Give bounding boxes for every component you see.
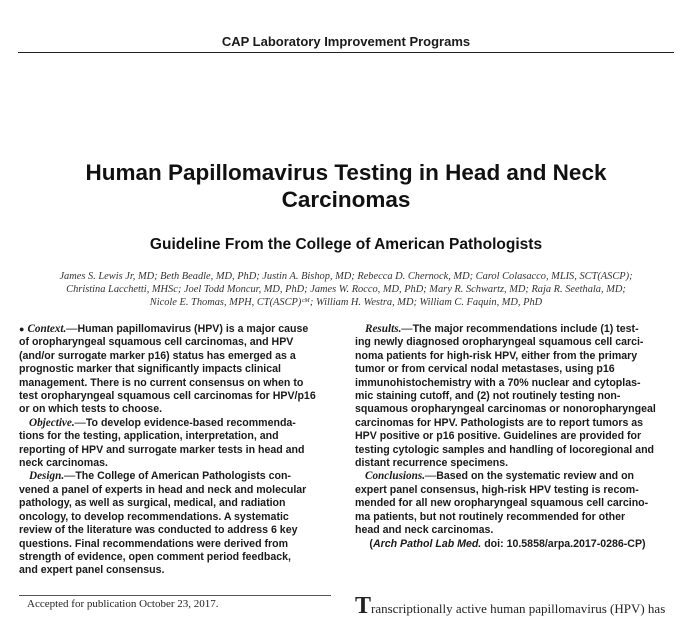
conclusions-text: Based on the systematic review and on [436, 470, 635, 483]
context-line: test oropharyngeal squamous cell carcinomas for HPV/p16 [19, 390, 316, 403]
author-line-1: James S. Lewis Jr, MD; Beth Beadle, MD, PhD; Justin A. Bishop, MD; Rebecca D. Chernock, MD; Carol Colasacco, MLIS, SCT(ASCP); [59, 271, 633, 282]
objective-line: reporting of HPV and surrogate marker tests in head and [19, 443, 305, 456]
design-line: strength of evidence, open comment period feedback, [19, 550, 291, 563]
design-line: questions. Final recommendations were derived from [19, 537, 289, 550]
body-text-first-line: ranscriptionally active human papillomavirus (HPV) has [371, 601, 666, 616]
citation [355, 538, 660, 551]
design-line [19, 470, 331, 483]
conclusions-line: expert panel consensus, high-risk HPV testing is recom- [355, 483, 639, 496]
results-line: carcinomas for HPV. Pathologists are to report tumors as [355, 416, 644, 429]
results-line: mic staining cutoff, and (2) not routinely testing non- [355, 390, 621, 403]
author-line-2: Christina Lacchetti, MHSc; Joel Todd Moncur, MD, PhD; James W. Rocco, MD, PhD; Mary R. Schwartz, MD; Raja R. Seethala, MD; [66, 284, 626, 295]
bullet-icon: ● [19, 324, 25, 334]
citation-journal: Arch Pathol Lab Med. [372, 537, 482, 550]
context-line: or on which tests to choose. [19, 403, 163, 416]
drop-cap: T [355, 593, 372, 619]
results-line: HPV positive or p16 positive. Guidelines are provided for [355, 430, 642, 443]
objective-line: neck carcinomas. [19, 457, 108, 470]
conclusions-line [355, 470, 660, 483]
footnote-divider [19, 595, 331, 596]
article-subtitle: Guideline From the College of American Pathologists [149, 236, 543, 253]
article-title-line-2: Carcinomas [281, 187, 411, 212]
accepted-date-note: Accepted for publication October 23, 2017. [27, 598, 219, 610]
design-line: vened a panel of experts in head and neck and molecular [19, 483, 307, 496]
conclusions-line: ma patients, but not routinely recommended for other [355, 510, 626, 523]
objective-line [19, 417, 331, 430]
results-line: tumor or from cervical nodal metastases, using p16 [355, 363, 615, 376]
design-label: Design.— [29, 470, 76, 483]
citation-open: ( [369, 537, 373, 550]
running-header: CAP Laboratory Improvement Programs [221, 34, 471, 49]
context-line: of oropharyngeal squamous cell carcinomas, and HPV [19, 336, 294, 349]
results-line: immunohistochemistry with a 70% nuclear and cytoplas- [355, 376, 641, 389]
context-label: Context.— [27, 323, 78, 335]
results-line: ing newly diagnosed oropharyngeal squamous cell carci- [355, 336, 644, 349]
design-line: pathology, as well as surgical, medical, and radiation [19, 497, 286, 510]
objective-line: tions for the testing, application, interpretation, and [19, 430, 279, 443]
results-line [355, 323, 660, 336]
citation-doi: doi: 10.5858/arpa.2017-0286-CP) [481, 537, 646, 550]
design-line: and expert panel consensus. [19, 564, 165, 577]
objective-label: Objective.— [29, 416, 86, 429]
conclusions-line: mended for all new oropharyngeal squamous cell carcino- [355, 497, 649, 510]
context-text: Human papillomavirus (HPV) is a major cause [77, 323, 309, 335]
results-line: distant recurrence specimens. [355, 457, 509, 470]
abstract-right-column [355, 323, 660, 551]
design-text: The College of American Pathologists con- [75, 470, 291, 483]
results-label: Results.— [365, 323, 413, 335]
results-text: The major recommendations include (1) test- [412, 323, 639, 335]
objective-text: To develop evidence-based recommenda- [85, 416, 296, 429]
body-text-start [355, 593, 666, 619]
context-line: prognostic marker that significantly impacts clinical [19, 363, 281, 376]
context-line: (and/or surrogate marker p16) status has emerged as a [19, 349, 296, 362]
conclusions-line: head and neck carcinomas. [355, 524, 494, 537]
author-line-3: Nicole E. Thomas, MPH, CT(ASCP)ᶜᴹ; William H. Westra, MD; William C. Faquin, MD, PhD [149, 297, 543, 308]
results-line: noma patients for high-risk HPV, either from the primary [355, 349, 638, 362]
header-divider [18, 52, 674, 53]
article-title [0, 159, 692, 213]
abstract-left-column [19, 323, 331, 578]
author-list [20, 270, 672, 309]
context-line: management. There is no current consensus on when to [19, 376, 304, 389]
design-line: review of the literature was conducted to address 6 key [19, 524, 298, 537]
article-title-line-1: Human Papillomavirus Testing in Head and Neck [85, 160, 607, 185]
conclusions-label: Conclusions.— [365, 470, 437, 483]
design-line: oncology, to develop recommendations. A systematic [19, 510, 289, 523]
results-line: squamous oropharyngeal carcinomas or nonoropharyngeal [355, 403, 656, 416]
results-line: testing cytologic samples and handling of locoregional and [355, 443, 655, 456]
context-line [19, 323, 331, 336]
